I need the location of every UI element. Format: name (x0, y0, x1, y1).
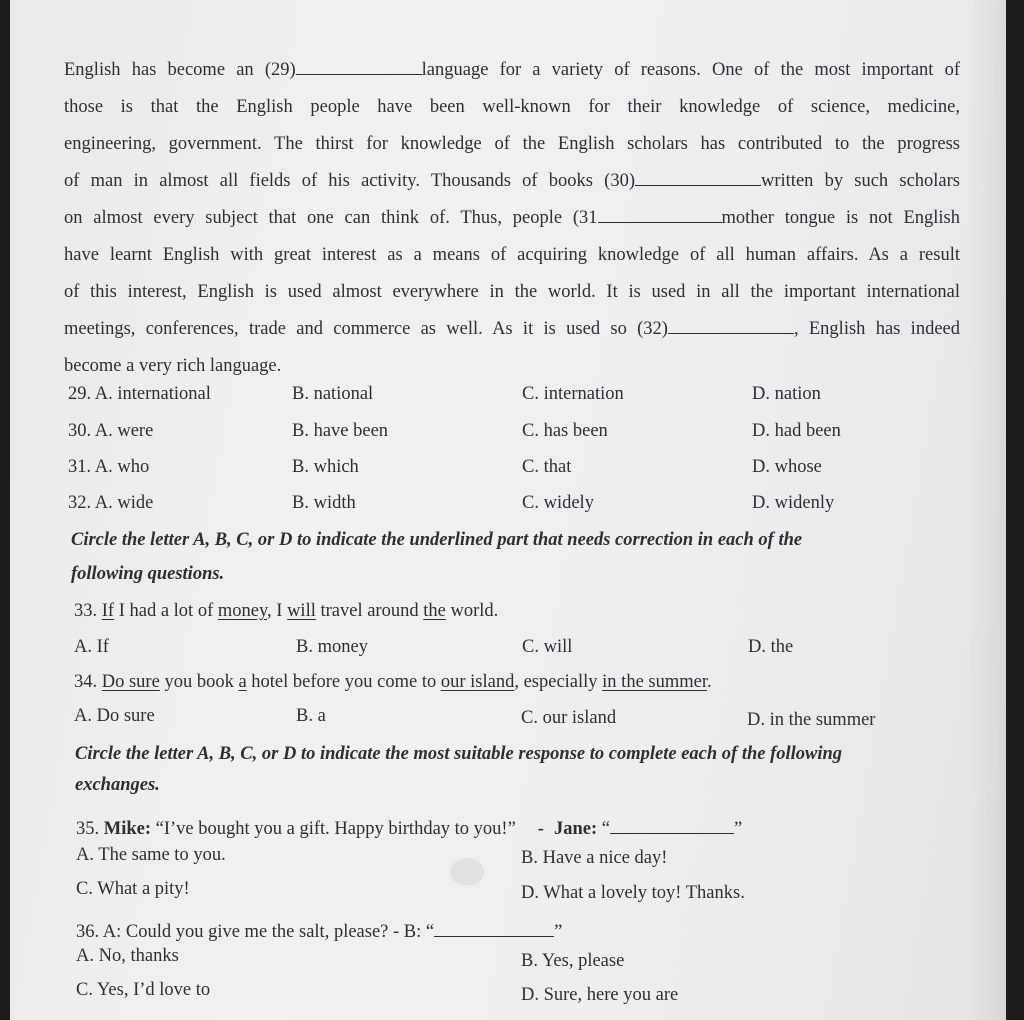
q32-option-d: D. widenly (752, 493, 835, 513)
q30-option-d: D. had been (752, 421, 841, 441)
q35-option-a: A. The same to you. (76, 845, 226, 865)
reading-passage (64, 52, 960, 385)
passage-line-8: meetings, conferences, trade and commerce as well. As it is used so (32) , English has indeed (64, 311, 960, 348)
q34-sentence: 34. Do sure you book a hotel before you come to our island, especially in the summer. (74, 672, 712, 692)
passage-line-3: engineering, government. The thirst for knowledge of the English scholars has contributed to the progress (64, 134, 960, 154)
q34-underline-d: in the summer (602, 672, 707, 692)
blank-31 (598, 200, 722, 223)
q33-option-d: D. the (748, 637, 794, 657)
passage-line-7: of this interest, English is used almost everywhere in the world. It is used in all the important international (64, 282, 960, 302)
q35-speaker-mike: Mike: (103, 819, 152, 839)
q33-underline-b: money (217, 601, 268, 621)
q34-underline-b: a (238, 672, 247, 692)
q36-prompt: 36. A: Could you give me the salt, please? - B: “ ” (76, 914, 562, 943)
blank-29 (296, 52, 422, 75)
q29-option-a: 29. A. international (68, 384, 211, 404)
q33-underline-a: If (101, 601, 115, 621)
q33-underline-d: the (423, 601, 446, 621)
q34-underline-c: our island (440, 672, 515, 692)
q35-option-d: D. What a lovely toy! Thanks. (521, 883, 745, 903)
q36-blank (434, 914, 554, 937)
passage-line-1: English has become an (29) language for a variety of reasons. One of the most important of (64, 52, 960, 89)
instruction-response-cont: exchanges. (75, 775, 160, 795)
q35-speaker-jane: Jane: (553, 819, 598, 839)
q32-option-a: 32. A. wide (68, 493, 154, 513)
passage-line-5: on almost every subject that one can think of. Thus, people (31 mother tongue is not English (64, 200, 960, 237)
q30-option-c: C. has been (522, 421, 608, 441)
q33-underline-c: will (287, 601, 316, 621)
q29-option-b: B. national (292, 384, 374, 404)
instruction-response: Circle the letter A, B, C, or D to indicate the most suitable response to complete each of the following (75, 744, 843, 764)
q33-sentence: 33. If I had a lot of money, I will travel around the world. (74, 601, 499, 621)
passage-line-9: become a very rich language. (64, 356, 282, 376)
q31-option-a: 31. A. who (68, 457, 150, 477)
blank-32 (668, 311, 794, 334)
instruction-error-identification: Circle the letter A, B, C, or D to indicate the underlined part that needs correction in each of the (71, 530, 803, 550)
q35-option-b: B. Have a nice day! (521, 848, 668, 868)
q30-option-b: B. have been (292, 421, 389, 441)
q31-option-d: D. whose (752, 457, 822, 477)
passage-line-6: have learnt English with great interest as a means of acquiring knowledge of all human affairs. As a result (64, 245, 960, 265)
worksheet-page (10, 0, 1006, 1020)
q36-option-c: C. Yes, I’d love to (76, 980, 211, 1000)
q36-option-b: B. Yes, please (521, 951, 625, 971)
q34-option-b: B. a (296, 706, 326, 726)
q33-option-c: C. will (522, 637, 573, 657)
q35-prompt: 35. Mike: “I’ve bought you a gift. Happy birthday to you!” - Jane: “ ” (76, 811, 742, 840)
q33-option-a: A. If (74, 637, 109, 657)
blank-30 (635, 163, 761, 186)
q35-option-c: C. What a pity! (76, 879, 190, 899)
q31-option-b: B. which (292, 457, 359, 477)
q29-option-d: D. nation (752, 384, 821, 404)
passage-line-2: those is that the English people have been well-known for their knowledge of science, medicine, (64, 97, 960, 117)
q35-blank (610, 811, 734, 834)
q32-option-c: C. widely (522, 493, 594, 513)
q29-option-c: C. internation (522, 384, 624, 404)
q36-option-d: D. Sure, here you are (521, 985, 679, 1005)
q34-option-d: D. in the summer (747, 710, 876, 730)
instruction-error-identification-cont: following questions. (71, 564, 225, 584)
q31-option-c: C. that (522, 457, 572, 477)
passage-line-4: of man in almost all fields of his activity. Thousands of books (30) written by such scholars (64, 163, 960, 200)
q32-option-b: B. width (292, 493, 356, 513)
q34-underline-a: Do sure (101, 672, 160, 692)
q34-option-a: A. Do sure (74, 706, 155, 726)
q30-option-a: 30. A. were (68, 421, 154, 441)
paper-smudge (450, 858, 484, 886)
q33-option-b: B. money (296, 637, 368, 657)
q34-option-c: C. our island (521, 708, 617, 728)
q36-option-a: A. No, thanks (76, 946, 179, 966)
